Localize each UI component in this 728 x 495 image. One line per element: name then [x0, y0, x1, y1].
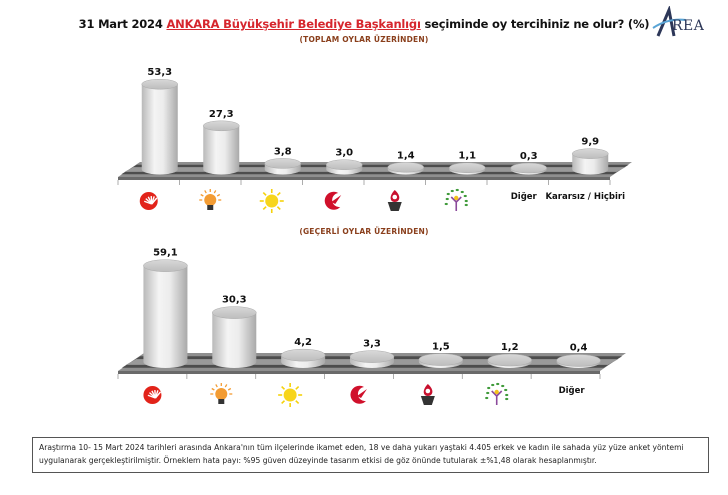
- bar-1: [142, 67, 178, 174]
- value-label: 4,2: [294, 337, 313, 349]
- value-label: 1,2: [500, 342, 519, 354]
- dem-parti-tree-logo-icon: [445, 189, 468, 211]
- value-label: 1,5: [431, 341, 450, 353]
- ak-parti-lightbulb-icon: [199, 189, 221, 210]
- value-label: 59,1: [153, 247, 178, 259]
- chart-valid-votes: [0, 228, 728, 438]
- bar-3: [265, 146, 301, 174]
- chart-total-votes: [0, 0, 728, 220]
- methodology-note: Araştırma 10- 15 Mart 2024 tarihleri arasında Ankara'nın tüm ilçelerinde ikamet eden, 18 ve daha yukarı yaştaki 4.405 erkek ve kadın ile sahada yüz yüze anket yöntemi uygulanarak gerçekleştirilmiştir. Örneklem hata payı: %95 güven düzeyinde tasarım etkisi de göz önünde tutularak ±%1,48 olarak hesaplanmıştır.: [32, 437, 709, 473]
- value-label: 9,9: [581, 136, 600, 148]
- category-label: Diğer: [510, 192, 537, 202]
- title-date: 31 Mart 2024: [78, 17, 167, 31]
- title-highlight: ANKARA Büyükşehir Belediye Başkanlığı: [166, 17, 421, 31]
- chp-six-arrows-logo-icon: [143, 386, 161, 404]
- value-label: 3,8: [273, 146, 292, 158]
- bar-2: [203, 109, 239, 175]
- iyi-parti-sun-icon: [278, 383, 302, 407]
- bar-4: [350, 339, 394, 368]
- mhp-flame-logo-icon: [388, 190, 402, 211]
- value-label: 0,3: [519, 151, 538, 162]
- value-label: 30,3: [221, 294, 247, 306]
- section2-subtitle: (GEÇERLİ OYLAR ÜZERİNDEN): [299, 227, 429, 236]
- title-question: seçiminde oy tercihiniz ne olur? (%): [420, 17, 650, 31]
- logo-text: REA: [672, 18, 705, 34]
- bar-2: [212, 295, 256, 368]
- bar-4: [326, 148, 362, 175]
- value-label: 3,3: [363, 338, 381, 350]
- chp-six-arrows-logo-icon: [140, 192, 158, 210]
- section1-subtitle: (TOPLAM OYLAR ÜZERİNDEN): [299, 35, 429, 44]
- bar-3: [281, 337, 325, 368]
- category-label: Diğer: [558, 386, 585, 396]
- mhp-flame-logo-icon: [421, 384, 435, 405]
- value-label: 1,1: [458, 150, 477, 162]
- dem-parti-tree-logo-icon: [485, 383, 508, 405]
- iyi-parti-sun-icon: [260, 189, 284, 213]
- value-label: 27,3: [208, 108, 234, 120]
- yeniden-refah-crescent-icon: [325, 192, 342, 210]
- chart-floor: [118, 162, 632, 185]
- value-label: 0,4: [569, 342, 588, 354]
- yeniden-refah-crescent-icon: [350, 386, 367, 404]
- value-label: 53,3: [147, 67, 173, 79]
- value-label: 3,0: [335, 147, 354, 159]
- category-label: Kararsız / Hiçbiri: [545, 192, 626, 202]
- bar-1: [143, 248, 187, 368]
- ak-parti-lightbulb-icon: [210, 383, 232, 404]
- value-label: 1,4: [396, 150, 415, 162]
- bar-8: [572, 137, 608, 175]
